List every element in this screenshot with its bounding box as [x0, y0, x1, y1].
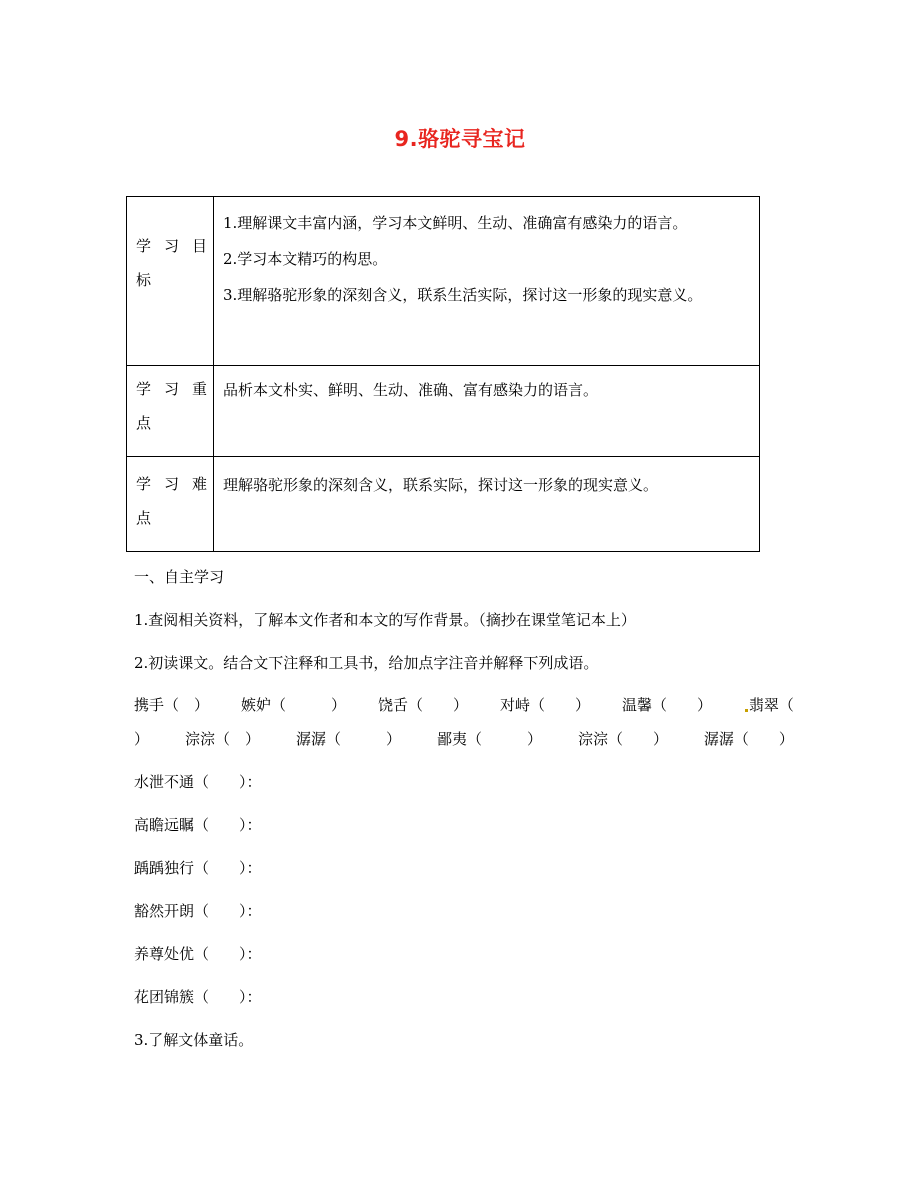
- word-list-row: [134, 728, 794, 749]
- emphasis-dot-icon: [745, 709, 748, 712]
- word-item: 鄙夷（ ）: [436, 730, 542, 748]
- question-3: 3.了解文体童话。: [134, 1031, 254, 1049]
- idiom-item: 高瞻远瞩（ ）：: [134, 816, 262, 834]
- idiom-item: 花团锦簇（ ）：: [134, 988, 262, 1006]
- difficulty-item: 理解骆驼形象的深刻含义，联系实际，探讨这一形象的现实意义。: [223, 476, 659, 494]
- word-item: 翡翠（: [748, 696, 794, 714]
- table-row: [127, 457, 760, 552]
- row-label-line: 学 习 重: [136, 380, 207, 398]
- row-content: [214, 366, 760, 457]
- row-label-line: 标: [136, 271, 152, 289]
- word-list-row: [134, 694, 794, 715]
- word-item: 温馨（ ）: [621, 696, 712, 714]
- row-content: [214, 457, 760, 552]
- page-title: 9.骆驼寻宝记: [394, 127, 526, 151]
- row-label-line: 学 习 目: [136, 237, 207, 255]
- row-label: [127, 366, 214, 457]
- word-item: 饶舌（ ）: [377, 696, 468, 714]
- table-row: [127, 366, 760, 457]
- word-item-wrap: [744, 694, 794, 715]
- goal-item: 1.理解课文丰富内涵，学习本文鲜明、生动、准确富有感染力的语言。: [223, 214, 688, 232]
- row-label-line: 点: [136, 509, 152, 527]
- question-2: 2.初读课文。结合文下注释和工具书，给加点字注音并解释下列成语。: [134, 654, 599, 672]
- question-1: 1.查阅相关资料，了解本文作者和本文的写作背景。（摘抄在课堂笔记本上）: [134, 611, 636, 629]
- word-item: 对峙（ ）: [499, 696, 590, 714]
- word-item: 淙淙（ ）: [184, 730, 260, 748]
- row-label: [127, 197, 214, 366]
- focus-item: 品析本文朴实、鲜明、生动、准确、富有感染力的语言。: [223, 381, 599, 399]
- table-row: [127, 197, 760, 366]
- word-item: 潺潺（ ）: [703, 730, 794, 748]
- idiom-item: 水泄不通（ ）：: [134, 773, 262, 791]
- idiom-item: 踽踽独行（ ）：: [134, 859, 262, 877]
- row-content: [214, 197, 760, 366]
- goal-item: 3.理解骆驼形象的深刻含义，联系生活实际，探讨这一形象的现实意义。: [223, 286, 703, 304]
- word-item: 潺潺（ ）: [295, 730, 401, 748]
- idiom-item: 养尊处优（ ）：: [134, 945, 262, 963]
- row-label: [127, 457, 214, 552]
- section-heading: 一、自主学习: [134, 568, 225, 586]
- idiom-item: 豁然开朗（ ）：: [134, 902, 262, 920]
- learning-goals-table: [126, 196, 760, 552]
- word-item: 淙淙（ ）: [577, 730, 668, 748]
- word-item: ）: [134, 730, 150, 748]
- row-label-line: 学 习 难: [136, 475, 207, 493]
- word-item: 嫉妒（ ）: [240, 696, 346, 714]
- word-item: 携手（ ）: [134, 696, 210, 714]
- row-label-line: 点: [136, 414, 152, 432]
- goal-item: 2.学习本文精巧的构思。: [223, 250, 388, 268]
